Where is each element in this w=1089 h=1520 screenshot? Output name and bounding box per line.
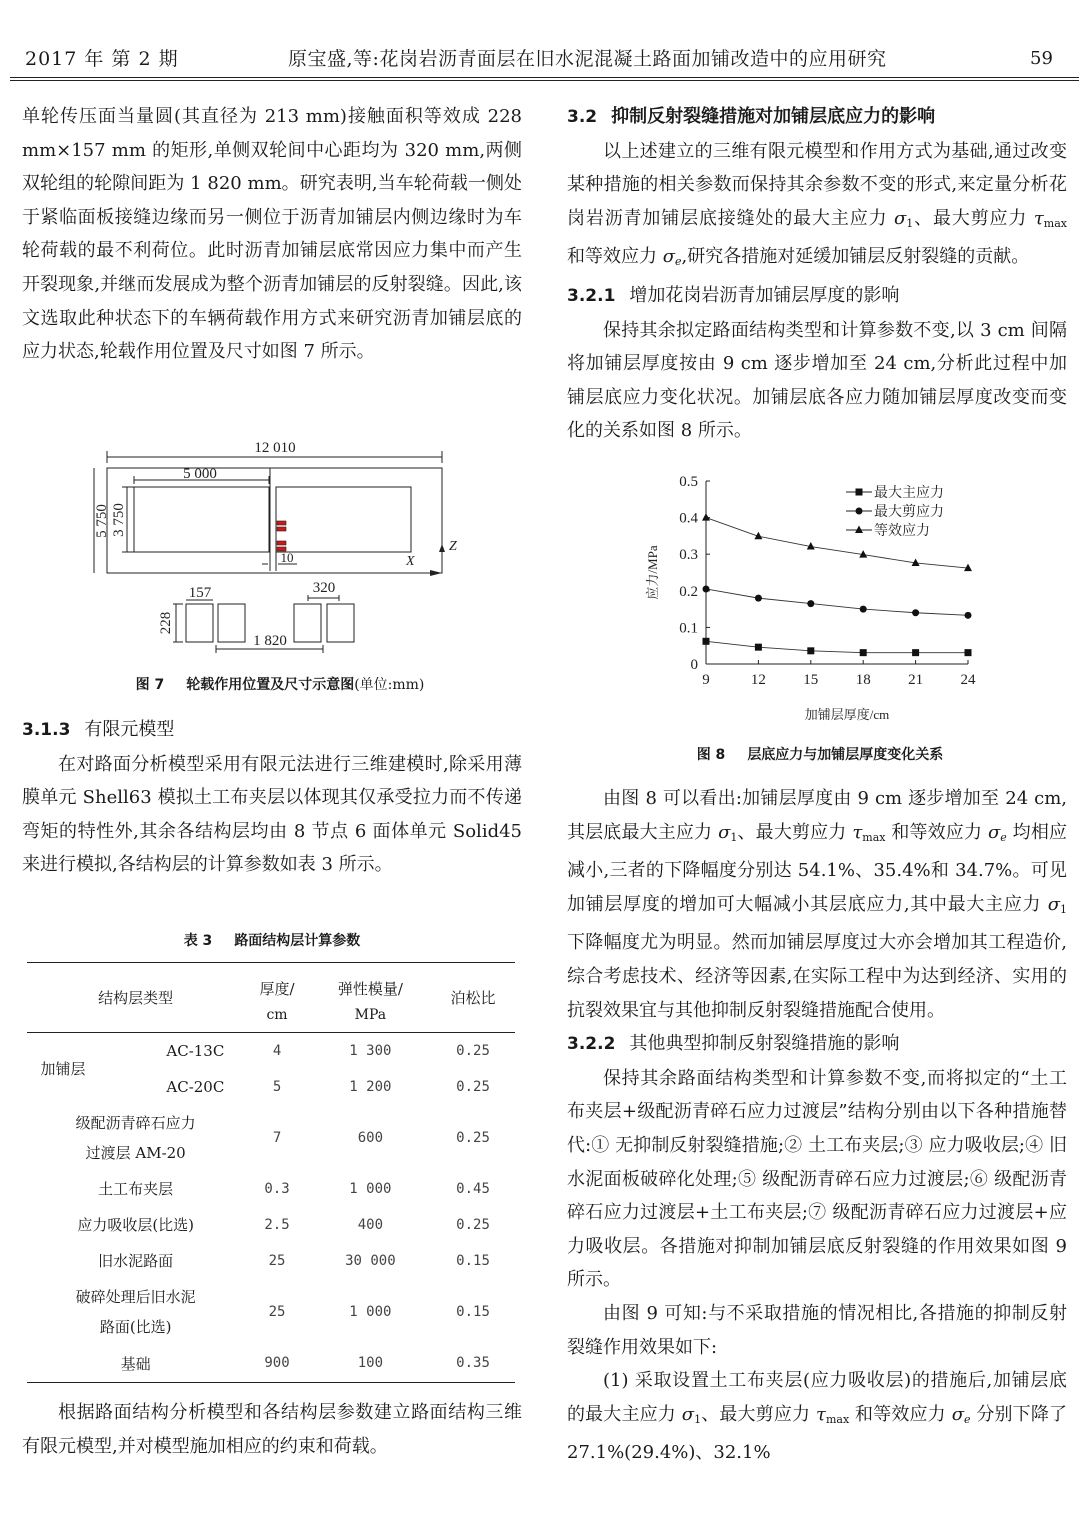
data-point-triangle [964,564,972,572]
table-row [27,1345,515,1383]
section-heading-3-2: 3.2 抑制反射裂缝措施对加铺层底应力的影响 [567,106,936,127]
right-column [567,100,1067,448]
paragraph: 根据路面结构分析模型和各结构层参数建立路面结构三维有限元模型,并对模型施加相应的约束和荷载。 [22,1402,522,1457]
x-tick-label: 18 [855,672,871,688]
cell-thickness: 7 [272,1129,282,1146]
section-heading-3-2-2: 3.2.2 其他典型抑制反射裂缝措施的影响 [567,1033,900,1055]
cell-thickness: 4 [272,1042,282,1059]
data-point-circle [965,612,972,619]
data-point-square [755,644,762,651]
x-tick-label: 15 [803,672,819,688]
load-patch [277,521,286,525]
dim-wheel-width: 157 [188,585,212,601]
col-header-modulus-unit: MPa [310,999,431,1033]
wheel-print [327,604,354,642]
y-tick-label: 0 [690,657,698,673]
load-patch [277,541,286,545]
left-column [22,100,522,369]
data-point-circle [807,600,814,607]
cell-poisson: 0.25 [456,1042,490,1059]
data-point-circle [703,585,710,592]
cell-type: 应力吸收层(比选) [77,1216,195,1234]
left-column-bottom [22,1396,522,1463]
data-point-circle [755,595,762,602]
data-point-circle [912,609,919,616]
x-tick-label: 9 [702,672,710,688]
paragraph: 保持其余拟定路面结构类型和计算参数不变,以 3 cm 间隔将加铺层厚度按由 9 cm 逐步增加至 24 cm,分析此过程中加铺层底应力变化状况。加铺层底各应力随加铺层厚度改变而变化的关系如图 8 所示。 [567,319,1067,442]
section-heading-3-2-1: 3.2.1 增加花岗岩沥青加铺层厚度的影响 [567,284,900,306]
slab-right [276,487,411,552]
y-tick-label: 0.3 [679,547,698,564]
cell-poisson: 0.15 [456,1252,490,1269]
col-header-type: 结构层类型 [27,963,244,1033]
wheel-load-patches [277,521,286,551]
page-number: 59 [1030,48,1053,69]
cell-modulus: 1 200 [349,1078,392,1095]
caption-number: 图 8 [696,747,726,763]
caption-number: 图 7 [135,677,165,693]
col-header-modulus: 弹性模量/ [310,963,431,999]
series-line-square [706,641,968,652]
figure-8-chart [640,470,1000,730]
paragraph: 单轮传压面当量圆(其直径为 213 mm)接触面积等效成 228 mm×157 mm 的矩形,单侧双轮间中心距均为 320 mm,两侧双轮组的轮隙间距为 1 820 mm。研究表明,当车轮荷载一侧处于紧临面板接缝边缘而另一侧位于沥青加铺层内侧边缘时为车轮荷载的最不利荷位。此时沥青加铺层底常因应力集中而产生开裂现象,并继而发展成为整个沥青加铺层的反射裂缝。因此,该文选取此种状态下的车辆荷载作用方式来研究沥青加铺层底的应力状态,轮载作用位置及尺寸如图 7 所示。 [22,106,522,363]
cell-modulus: 1 000 [349,1180,392,1197]
legend-marker-triangle [855,526,863,534]
wheel-print [294,604,321,642]
y-tick-label: 0.4 [679,510,698,527]
cell-group: 加铺层 [40,1060,86,1079]
header-rule [10,77,1079,78]
data-point-square [912,649,919,656]
z-axis-arrow [439,544,445,552]
data-point-square [703,638,710,645]
cell-thickness: 25 [268,1303,286,1320]
col-header-thickness-unit: cm [244,999,309,1033]
legend-label: 最大剪应力 [874,505,944,520]
pavement-outline [107,468,442,573]
dim-slab-length: 5 000 [183,466,217,482]
cell-modulus: 600 [357,1129,384,1146]
table-row [27,1105,515,1171]
paragraph: 以上述建立的三维有限元模型和作用方式为基础,通过改变某种措施的相关参数而保持其余参数不变的形式,来定量分析花岗岩沥青加铺层底接缝处的最大主应力 $\sigma_1$、最大剪应力 $\tau_{max}$ 和等效应力 $\sigma_e$,研究各措施对延缓加铺层反射裂缝的贡献。 [567,140,1067,269]
cell-modulus: 30 000 [345,1252,396,1269]
cell-modulus: 100 [310,1345,431,1383]
dim-dual-spacing: 320 [312,580,336,596]
cell-thickness: 2.5 [264,1216,290,1233]
x-tick-label: 21 [908,672,924,688]
x-axis-label: 加铺层厚度/cm [804,707,890,722]
running-title: 原宝盛,等:花岗岩沥青面层在旧水泥混凝土路面加铺改造中的应用研究 [288,48,887,70]
dim-gap: 1 820 [253,633,287,649]
x-tick-label: 24 [960,672,976,688]
y-tick-label: 0.1 [679,620,698,637]
table-row [27,1171,515,1207]
caption-unit: (单位:mm) [354,677,425,693]
col-header-poisson: 泊松比 [431,963,515,1033]
wheel-print [186,604,213,642]
x-axis-arrow [430,570,442,576]
table-row [27,1069,515,1105]
table-3 [27,962,515,1383]
table-3-caption [22,930,522,950]
col-header-thickness: 厚度/ [244,963,309,999]
cell-poisson: 0.25 [456,1216,490,1233]
legend-label: 最大主应力 [874,486,944,501]
slab-left [134,487,269,552]
caption-number: 表 3 [183,933,213,949]
cell-thickness: 900 [244,1345,309,1383]
data-point-square [807,647,814,654]
cell-type: 破碎处理后旧水泥 路面(比选) [75,1287,196,1336]
figure-8-caption [580,744,1060,764]
paragraph: 由图 8 可以看出:加铺层厚度由 9 cm 逐步增加至 24 cm,其层底最大主应力 $\sigma_1$、最大剪应力 $\tau_{max}$ 和等效应力 $\sigma_e$ 均相应减小,三者的下降幅度分别达 54.1%、35.4%和 34.7%。可见加铺层厚度的增加可大幅减小其层底应力,其中最大主应力 $\sigma_1$ 下降幅度尤为明显。然而加铺层厚度过大亦会增加其工程造价,综合考虑技术、经济等因素,在实际工程中为达到经济、实用的抗裂效果宜与其他抑制反射裂缝措施配合使用。 [567,788,1067,1021]
left-column-lower [22,713,522,882]
cell-poisson: 0.35 [431,1345,515,1383]
table-row [27,1279,515,1345]
figure-7-diagram [90,428,490,668]
dim-wheel-length: 228 [158,611,174,635]
axis-x-label: X [406,554,415,569]
cell-modulus: 1 000 [349,1303,392,1320]
dim-total-length: 12 010 [254,440,296,456]
table-row [27,1207,515,1243]
header-rule [10,80,1079,81]
wheel-print [218,604,245,642]
paragraph: (1) 采取设置土工布夹层(应力吸收层)的措施后,加铺层底的最大主应力 $\sigma_1$、最大剪应力 $\tau_{max}$ 和等效应力 $\sigma_e$ 分别下降了 27.1%(29.4%)、32.1% [567,1370,1067,1464]
cell-thickness: 0.3 [264,1180,290,1197]
y-tick-label: 0.2 [679,583,698,600]
data-point-square [965,649,972,656]
cell-thickness: 5 [272,1078,282,1095]
cell-poisson: 0.25 [456,1078,490,1095]
cell-type: AC-20C [166,1077,225,1096]
dim-slab-width: 3 750 [111,503,127,537]
cell-thickness: 25 [268,1252,286,1269]
cell-type: 基础 [27,1345,244,1383]
caption-text: 轮载作用位置及尺寸示意图 [186,677,355,693]
table-row [27,1243,515,1279]
dim-total-width: 5 750 [94,504,110,538]
cell-modulus: 400 [357,1216,384,1233]
legend-marker-circle [856,508,863,515]
caption-text: 层底应力与加铺层厚度变化关系 [747,747,944,763]
y-tick-label: 0.5 [679,474,698,490]
paragraph: 由图 9 可知:与不采取措施的情况相比,各措施的抑制反射裂缝作用效果如下: [567,1302,1067,1358]
paragraph: 在对路面分析模型采用有限元法进行三维建模时,除采用薄膜单元 Shell63 模拟土工布夹层以体现其仅承受拉力而不传递弯矩的特性外,其余各结构层均由 8 节点 6 面体单元 Solid45 来进行模拟,各结构层的计算参数如表 3 所示。 [22,753,522,876]
cell-poisson: 0.45 [456,1180,490,1197]
cell-poisson: 0.25 [456,1129,490,1146]
data-point-square [860,649,867,656]
dim-joint: 10 [280,550,294,565]
cell-type: 土工布夹层 [98,1180,174,1198]
series-line-circle [706,589,968,615]
section-heading-3-1-3: 3.1.3 有限元模型 [22,719,175,740]
axis-z-label: Z [449,539,457,554]
data-point-circle [860,606,867,613]
cell-type: 旧水泥路面 [98,1252,174,1270]
running-header [0,0,1089,80]
caption-text: 路面结构层计算参数 [234,933,361,949]
cell-poisson: 0.15 [456,1303,490,1320]
load-patch [277,527,286,531]
cell-type: 级配沥青碎石应力 过渡层 AM-20 [75,1113,196,1162]
y-axis-label: 应力/MPa [645,545,660,600]
data-point-triangle [702,513,710,521]
journal-issue: 2017 年 第 2 期 [25,48,179,70]
legend-marker-square [856,489,863,496]
figure-7-caption [30,674,530,694]
table-row [27,1033,515,1069]
cell-type: AC-13C [166,1041,225,1060]
legend-label: 等效应力 [874,524,930,539]
paragraph: 保持其余路面结构类型和计算参数不变,而将拟定的“土工布夹层+级配沥青碎石应力过渡层”结构分别由以下各种措施替代:① 无抑制反射裂缝措施;② 土工布夹层;③ 应力吸收层;④ 旧水泥面板破碎化处理;⑤ 级配沥青碎石应力过渡层;⑥ 级配沥青碎石应力过渡层+土工布夹层;⑦ 级配沥青碎石应力过渡层+应力吸收层。各措施对抑制加铺层底反射裂缝的作用效果如图 9 所示。 [567,1067,1067,1291]
right-column-lower [567,782,1067,1470]
x-tick-label: 12 [750,672,766,688]
cell-modulus: 1 300 [349,1042,392,1059]
